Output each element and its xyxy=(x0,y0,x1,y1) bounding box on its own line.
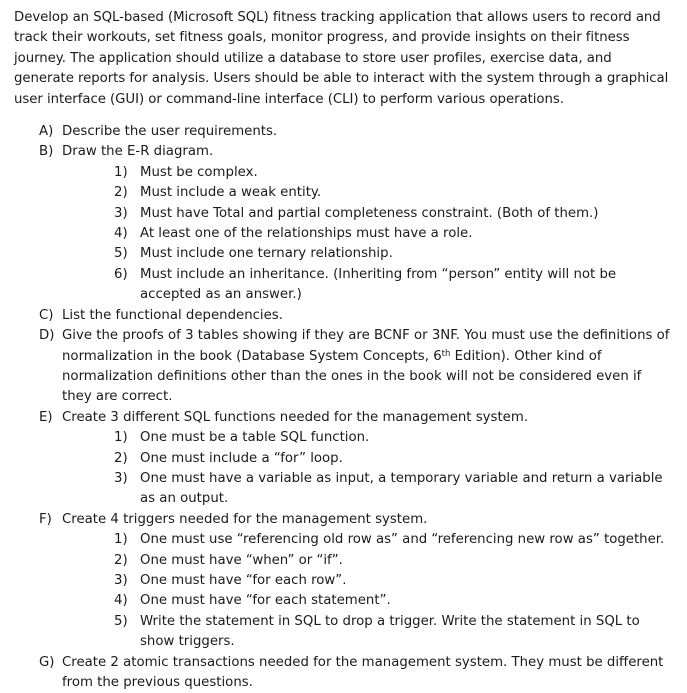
sub-number: 4) xyxy=(114,226,128,242)
question-g-mark: G) xyxy=(39,654,55,670)
sub-text: Must include an inheritance. (Inheriting from “person” entity will not be accepted as an answer.) xyxy=(140,266,617,303)
question-a-mark: A) xyxy=(39,124,54,140)
question-f-text: Create 4 triggers needed for the management system. xyxy=(62,511,428,527)
sub-number: 1) xyxy=(114,532,128,548)
question-a xyxy=(14,122,673,142)
question-e-text: Create 3 different SQL functions needed for the management system. xyxy=(62,409,529,425)
question-e-mark: E) xyxy=(39,409,53,425)
question-f-sub-2 xyxy=(114,551,673,571)
question-e-sub-1 xyxy=(114,428,673,448)
sub-text: One must include a “for” loop. xyxy=(140,450,343,466)
question-d xyxy=(14,326,673,408)
sub-text: One must have a variable as input, a temporary variable and return a variable as an output. xyxy=(140,470,663,507)
sub-number: 3) xyxy=(114,572,128,588)
sub-text: One must be a table SQL function. xyxy=(140,430,370,446)
question-g xyxy=(14,653,673,693)
question-c xyxy=(14,306,673,326)
sub-number: 1) xyxy=(114,430,128,446)
question-g-text: Create 2 atomic transactions needed for the management system. They must be different from the previous questions. xyxy=(62,654,664,690)
sub-text: One must have “for each statement”. xyxy=(140,593,391,609)
sub-number: 3) xyxy=(114,205,128,221)
question-list xyxy=(14,122,673,693)
question-b-mark: B) xyxy=(39,144,54,160)
sub-text: Must include one ternary relationship. xyxy=(140,246,393,262)
sub-text: Must have Total and partial completeness constraint. (Both of them.) xyxy=(140,205,599,221)
sub-number: 6) xyxy=(114,266,128,282)
sub-number: 2) xyxy=(114,552,128,568)
question-f xyxy=(14,510,673,530)
sub-number: 4) xyxy=(114,593,128,609)
question-f-sub-4 xyxy=(114,591,673,611)
question-c-text: List the functional dependencies. xyxy=(62,307,283,323)
question-d-superscript: th xyxy=(441,348,451,359)
question-b-sub-4 xyxy=(114,224,673,244)
sub-number: 5) xyxy=(114,613,128,629)
sub-number: 1) xyxy=(114,164,128,180)
question-e-sub-3 xyxy=(114,469,673,510)
question-a-text: Describe the user requirements. xyxy=(62,124,278,140)
question-d-text-before: Give the proofs of 3 tables showing if they are BCNF or 3NF. You must use the definitions of normalization in the book (Database System Concepts, 6 xyxy=(62,328,670,364)
sub-text: One must use “referencing old row as” and “referencing new row as” together. xyxy=(140,532,665,548)
question-b-sub-5 xyxy=(114,244,673,264)
sub-text: Write the statement in SQL to drop a trigger. Write the statement in SQL to show triggers. xyxy=(140,613,640,650)
question-e-sub-2 xyxy=(114,449,673,469)
sub-number: 2) xyxy=(114,450,128,466)
sub-number: 5) xyxy=(114,246,128,262)
sub-text: One must have “for each row”. xyxy=(140,572,347,588)
question-b-sub-6 xyxy=(114,265,673,306)
question-e xyxy=(14,408,673,428)
question-f-sub-5 xyxy=(114,612,673,653)
question-d-text-after: Edition). Other kind of normalization definitions other than the ones in the book will not be considered even if they are correct. xyxy=(62,348,642,405)
sub-number: 3) xyxy=(114,470,128,486)
question-d-text xyxy=(62,326,673,408)
intro-paragraph: Develop an SQL-based (Microsoft SQL) fitness tracking application that allows users to record and track their workouts, set fitness goals, monitor progress, and provide insights on their fitness journey. The application should utilize a database to store user profiles, exercise data, and generate reports for analysis. Users should be able to interact with the system through a graphical user interface (GUI) or command-line interface (CLI) to perform various operations. xyxy=(14,10,669,107)
sub-text: Must be complex. xyxy=(140,164,258,180)
question-b-sub-3 xyxy=(114,204,673,224)
question-b-text: Draw the E-R diagram. xyxy=(62,144,214,160)
sub-number: 2) xyxy=(114,185,128,201)
question-d-mark: D) xyxy=(39,328,55,344)
question-b xyxy=(14,142,673,162)
question-f-mark: F) xyxy=(39,511,52,527)
question-c-mark: C) xyxy=(39,307,54,323)
question-f-sub-1 xyxy=(114,530,673,550)
question-b-sub-1 xyxy=(114,163,673,183)
sub-text: Must include a weak entity. xyxy=(140,185,322,201)
sub-text: At least one of the relationships must have a role. xyxy=(140,226,473,242)
question-b-sub-2 xyxy=(114,183,673,203)
question-f-sub-3 xyxy=(114,571,673,591)
sub-text: One must have “when” or “if”. xyxy=(140,552,343,568)
